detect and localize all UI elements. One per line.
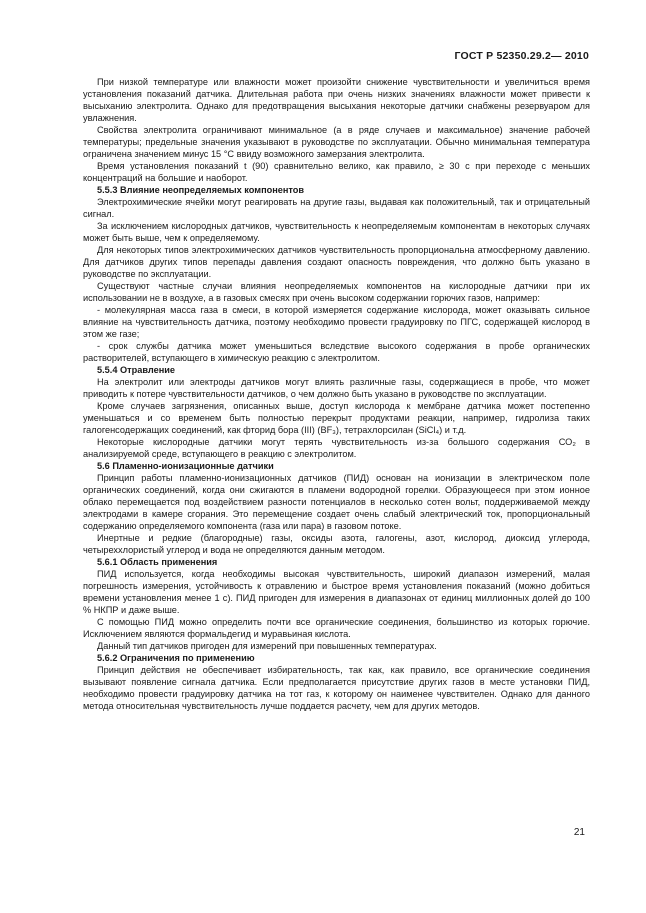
list-item: - срок службы датчика может уменьшиться вследствие высокого содержания в пробе органических растворителей, вступающего в химическую реакцию с электролитом.: [83, 341, 590, 363]
section-heading: 5.5.3 Влияние неопределяемых компонентов: [97, 185, 305, 195]
paragraph: ПИД используется, когда необходимы высокая чувствительность, широкий диапазон измерений, малая погрешность измерения, устойчивость к отравлению и быстрое время установления показаний (можно добиться времени установления менее 1 с). ПИД пригоден для измерения в диапазонах от единиц миллионных долей до 100 % НКПР и даже выше.: [83, 569, 590, 615]
paragraph: За исключением кислородных датчиков, чувствительность к неопределяемым компонентам в некоторых случаях может быть выше, чем к определяемому.: [83, 221, 590, 243]
paragraph: Электрохимические ячейки могут реагировать на другие газы, выдавая как положительный, так и отрицательный сигнал.: [83, 197, 590, 219]
section-heading: 5.6 Пламенно-ионизационные датчики: [97, 461, 274, 471]
paragraph: Принцип работы пламенно-ионизационных датчиков (ПИД) основан на ионизации в электрическом поле органических соединений, когда они сжигаются в пламени водородной горелки. Образующееся при этом ионное облако перемещается под воздействием разности потенциалов в несколько сотен вольт, поддерживаемой между электродами в камере сгорания. Это перемещение создает очень слабый электрический ток, пропорциональный содержанию определяемого компонента (газа или пара) в газовом потоке.: [83, 473, 590, 531]
paragraph: С помощью ПИД можно определить почти все органические соединения, большинство из которых горючие. Исключением являются формальдегид и муравьиная кислота.: [83, 617, 590, 639]
paragraph: Время установления показаний t (90) сравнительно велико, как правило, ≥ 30 с при переходе с меньших концентраций на большие и наоборот.: [83, 161, 590, 183]
paragraph: Для некоторых типов электрохимических датчиков чувствительность пропорциональна атмосферному давлению. Для датчиков других типов перепады давления создают опасность повреждения, что должно быть указано в руководстве по эксплуатации.: [83, 245, 590, 279]
paragraph: Некоторые кислородные датчики могут терять чувствительность из-за большого содержания СО₂ в анализируемой среде, вступающего в реакцию с электролитом.: [83, 437, 590, 459]
paragraph: Инертные и редкие (благородные) газы, оксиды азота, галогены, азот, кислород, диоксид углерода, четыреххлористый углерод и вода не определяются данным методом.: [83, 533, 590, 555]
paragraph: Существуют частные случаи влияния неопределяемых компонентов на кислородные датчики при их использовании не в воздухе, а в газовых смесях при очень высоком содержании горючих газов, например:: [83, 281, 590, 303]
document-body: [83, 76, 590, 712]
paragraph: При низкой температуре или влажности может произойти снижение чувствительности и увеличиться время установления показаний датчика. Длительная работа при очень низких значениях влажности может привести к высыханию электролита. Однако для предотвращения высыхания некоторые датчики снабжены резервуаром для увлажнения.: [83, 77, 590, 123]
paragraph: Кроме случаев загрязнения, описанных выше, доступ кислорода к мембране датчика может постепенно уменьшаться и со временем быть полностью перекрыт продуктами реакции, например, гидролиза таких галогенсодержащих соединений, как фторид бора (III) (BF₃), тетрахлорсилан (SiCl₄) и т.д.: [83, 401, 590, 435]
section-heading: 5.6.1 Область применения: [97, 557, 218, 567]
list-item: - молекулярная масса газа в смеси, в которой измеряется содержание кислорода, может оказывать сильное влияние на чувствительность датчика, поэтому необходимо провести градуировку по ПГС, содержащей кислород в этом же газе;: [83, 305, 590, 339]
paragraph: Данный тип датчиков пригоден для измерений при повышенных температурах.: [97, 641, 437, 651]
paragraph: Свойства электролита ограничивают минимальное (а в ряде случаев и максимальное) значение рабочей температуры; предельные значения указывают в руководстве по эксплуатации. Обычно минимальная температура ограничена значением минус 15 °С ввиду возможного замерзания электролита.: [83, 125, 590, 159]
document-header: ГОСТ Р 52350.29.2— 2010: [454, 50, 589, 62]
paragraph: Принцип действия не обеспечивает избирательность, так как, как правило, все органические соединения вызывают появление сигнала датчика. Если предполагается присутствие других газов в месте установки ПИД, необходимо провести градуировку датчика на тот газ, к которому он наименее чувствителен. Однако для данного метода относительная чувствительность лучше поддается расчету, чем для других методов.: [83, 665, 590, 711]
section-heading: 5.5.4 Отравление: [97, 365, 176, 375]
page-number: 21: [573, 827, 585, 838]
section-heading: 5.6.2 Ограничения по применению: [97, 653, 255, 663]
paragraph: На электролит или электроды датчиков могут влиять различные газы, содержащиеся в пробе, что может приводить к потере чувствительности датчиков, о чем должно быть указано в руководстве по эксплуатации.: [83, 377, 590, 399]
